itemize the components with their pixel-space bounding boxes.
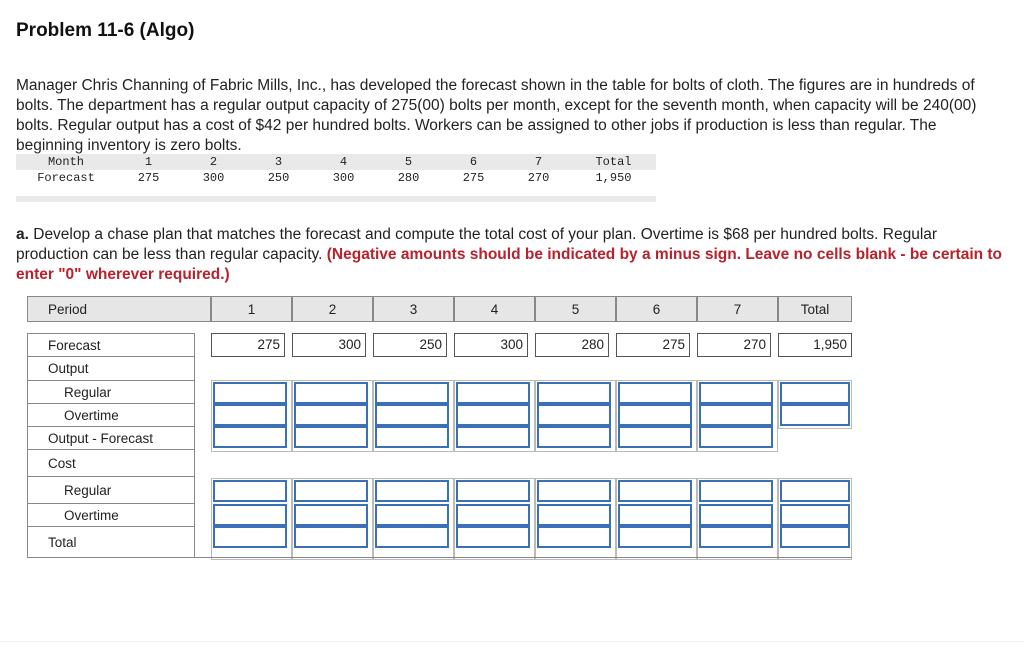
output-regular-input-4[interactable] [456,382,530,404]
part-a-lead: a. [16,226,29,243]
total-header: Total [778,296,852,322]
period-header-2: 2 [292,296,373,322]
row-label-forecast: Forecast [27,333,195,357]
cost-regular-input-3[interactable] [375,480,449,502]
output-minus-forecast-input-5[interactable] [537,426,611,448]
total-cost-input-3[interactable] [375,526,449,548]
part-a-red-instruction: (Negative amounts should be indicated by a minus sign. Leave no cells blank - be certain to enter "0" wherever required.) [16,246,1003,283]
forecast-cell-4: 300 [454,333,528,357]
output-overtime-input-total[interactable] [780,404,850,426]
period-header-1: 1 [211,296,292,322]
month-label: Month [47,155,84,169]
forecast-value-5: 280 [397,171,420,185]
output-overtime-input-7[interactable] [699,404,773,426]
forecast-table-footer-bar [16,196,656,202]
cost-overtime-input-1[interactable] [213,504,287,526]
row-label-total: Total [27,527,195,558]
output-regular-input-total[interactable] [780,382,850,404]
period-header-6: 6 [616,296,697,322]
cost-regular-input-2[interactable] [294,480,368,502]
month-7: 7 [534,155,543,169]
output-regular-input-5[interactable] [537,382,611,404]
cost-overtime-input-total[interactable] [780,504,850,526]
forecast-value-6: 275 [462,171,485,185]
period-header-3: 3 [373,296,454,322]
forecast-value-3: 250 [267,171,290,185]
chase-plan-grid [27,296,852,558]
total-cost-input-7[interactable] [699,526,773,548]
forecast-table-header-row [16,154,656,170]
total-cost-input-5[interactable] [537,526,611,548]
month-2: 2 [209,155,218,169]
cost-overtime-input-6[interactable] [618,504,692,526]
row-label-cost-regular: Regular [27,477,195,504]
total-cost-input-1[interactable] [213,526,287,548]
period-header-7: 7 [697,296,778,322]
output-minus-forecast-input-4[interactable] [456,426,530,448]
total-cost-input-total[interactable] [780,526,850,548]
total-cost-input-2[interactable] [294,526,368,548]
forecast-cell-3: 250 [373,333,447,357]
cost-regular-input-4[interactable] [456,480,530,502]
month-6: 6 [469,155,478,169]
cost-overtime-input-3[interactable] [375,504,449,526]
cost-overtime-input-7[interactable] [699,504,773,526]
output-overtime-input-1[interactable] [213,404,287,426]
output-regular-input-2[interactable] [294,382,368,404]
output-overtime-input-4[interactable] [456,404,530,426]
part-a-text: Develop a chase plan that matches the forecast and compute the total cost of your plan. Overtime is $68 per hundred bolts. Regular production can be less than regular capacity. [16,226,938,263]
forecast-value-1: 275 [137,171,160,185]
forecast-table-values-row [16,170,656,186]
cost-overtime-input-5[interactable] [537,504,611,526]
row-label-cost-overtime: Overtime [27,504,195,527]
forecast-table [16,154,656,202]
period-header: Period [27,296,211,322]
output-regular-input-6[interactable] [618,382,692,404]
part-a-instructions [16,225,1006,285]
output-overtime-input-3[interactable] [375,404,449,426]
forecast-value-2: 300 [202,171,225,185]
forecast-total: 1,950 [595,171,632,185]
row-label-output-regular: Regular [27,381,195,404]
output-minus-forecast-input-3[interactable] [375,426,449,448]
month-4: 4 [339,155,348,169]
page-footer-divider [0,641,1024,642]
output-regular-input-1[interactable] [213,382,287,404]
cost-overtime-input-4[interactable] [456,504,530,526]
row-label-output: Output [27,357,195,381]
output-regular-input-7[interactable] [699,382,773,404]
forecast-cell-1: 275 [211,333,285,357]
month-1: 1 [144,155,153,169]
forecast-cell-7: 270 [697,333,771,357]
row-label-output-overtime: Overtime [27,404,195,427]
row-label-output-minus-forecast: Output - Forecast [27,427,195,450]
page-title: Problem 11-6 (Algo) [16,20,195,41]
problem-description: Manager Chris Channing of Fabric Mills, Inc., has developed the forecast shown in the table for bolts of cloth. The figures are in hundreds of bolts. The department has a regular output capacity of 275(00) bolts per month, except for the seventh month, when capacity will be 240(00) bolts. Regular output has a cost of $42 per hundred bolts. Workers can be assigned to other jobs if production is less than regular. The beginning inventory is zero bolts. [16,77,977,154]
total-cost-input-6[interactable] [618,526,692,548]
month-5: 5 [404,155,413,169]
forecast-label: Forecast [37,171,95,185]
forecast-cell-5: 280 [535,333,609,357]
forecast-value-7: 270 [527,171,550,185]
output-overtime-input-5[interactable] [537,404,611,426]
cost-regular-input-7[interactable] [699,480,773,502]
grid-bottom-line [27,557,852,558]
cost-regular-input-5[interactable] [537,480,611,502]
output-overtime-input-6[interactable] [618,404,692,426]
output-regular-input-3[interactable] [375,382,449,404]
period-header-4: 4 [454,296,535,322]
total-cost-input-4[interactable] [456,526,530,548]
cost-overtime-input-2[interactable] [294,504,368,526]
period-header-5: 5 [535,296,616,322]
output-minus-forecast-input-2[interactable] [294,426,368,448]
forecast-value-4: 300 [332,171,355,185]
cost-regular-input-total[interactable] [780,480,850,502]
month-total-label: Total [595,155,632,169]
forecast-cell-2: 300 [292,333,366,357]
forecast-cell-total: 1,950 [778,333,852,357]
output-minus-forecast-input-1[interactable] [213,426,287,448]
month-3: 3 [274,155,283,169]
cost-regular-input-6[interactable] [618,480,692,502]
output-overtime-input-2[interactable] [294,404,368,426]
forecast-cell-6: 275 [616,333,690,357]
row-label-cost: Cost [27,450,195,477]
cost-regular-input-1[interactable] [213,480,287,502]
output-minus-forecast-input-7[interactable] [699,426,773,448]
output-minus-forecast-input-6[interactable] [618,426,692,448]
